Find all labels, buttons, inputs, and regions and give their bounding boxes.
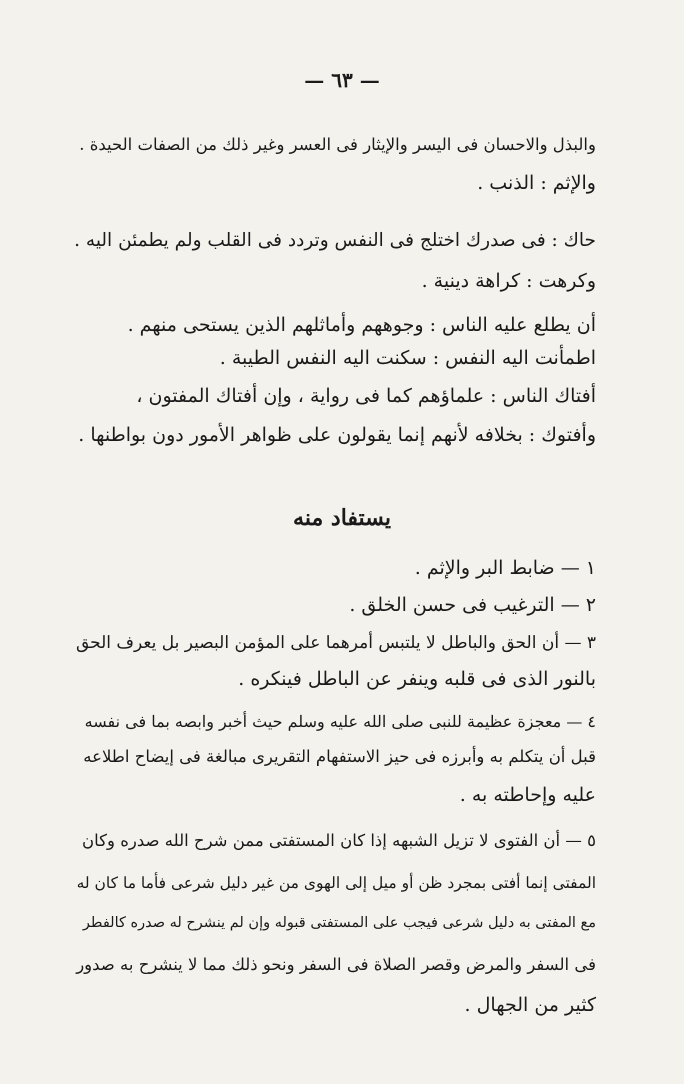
point-4-line-1: ٤ — معجزة عظيمة للنبى صلى الله عليه وسلم حيث أخبر وابصه بما فى نفسه [84,712,596,731]
glossary-line-6: اطمأنت اليه النفس : سكنت اليه النفس الطيبة . [219,347,596,369]
glossary-line-5: أن يطلع عليه الناس : وجوههم وأماثلهم الذين يستحى منهم . [127,314,596,336]
point-3-line-2: بالنور الذى فى قلبه وينفر عن الباطل فينكره . [238,668,596,690]
glossary-line-4: وكرهت : كراهة دينية . [421,270,596,292]
glossary-line-7: أفتاك الناس : علماؤهم كما فى رواية ، وإن أفتاك المفتون ، [136,385,596,407]
point-4-line-3: عليه وإحاطته به . [459,784,596,806]
page-number: — ٦٣ — [304,68,380,92]
point-4-line-2: قبل أن يتكلم به وأبرزه فى حيز الاستفهام التقريرى مبالغة فى إيضاح اطلاعه [83,747,596,766]
point-2: ٢ — الترغيب فى حسن الخلق . [349,594,596,616]
point-5-line-5: كثير من الجهال . [464,994,596,1016]
glossary-line-3: حاك : فى صدرك اختلج فى النفس وتردد فى القلب ولم يطمئن اليه . [74,230,596,251]
glossary-line-2: والإثم : الذنب . [477,172,596,194]
point-3-line-1: ٣ — أن الحق والباطل لا يلتبس أمرهما على المؤمن البصير بل يعرف الحق [75,633,596,653]
point-5-line-3: مع المفتى به دليل شرعى فيجب على المستفتى قبوله وإن لم ينشرح له صدره كالفطر [82,915,596,931]
point-5-line-2: المفتى إنما أفتى بمجرد ظن أو ميل إلى الهوى من غير دليل شرعى فأما ما كان له [76,874,596,892]
glossary-line-8: وأفتوك : بخلافه لأنهم إنما يقولون على ظواهر الأمور دون بواطنها . [78,424,596,446]
point-5-line-4: فى السفر والمرض وقصر الصلاة فى السفر ونحو ذلك مما لا ينشرح به صدور [76,955,596,974]
point-1: ١ — ضابط البر والإثم . [414,557,596,579]
section-heading: يستفاد منه [293,505,391,531]
point-5-line-1: ٥ — أن الفتوى لا تزيل الشبهه إذا كان المستفتى ممن شرح الله صدره وكان [82,831,596,850]
glossary-line-1: والبذل والاحسان فى اليسر والإيثار فى العسر وغير ذلك من الصفات الحيدة . [79,135,596,154]
